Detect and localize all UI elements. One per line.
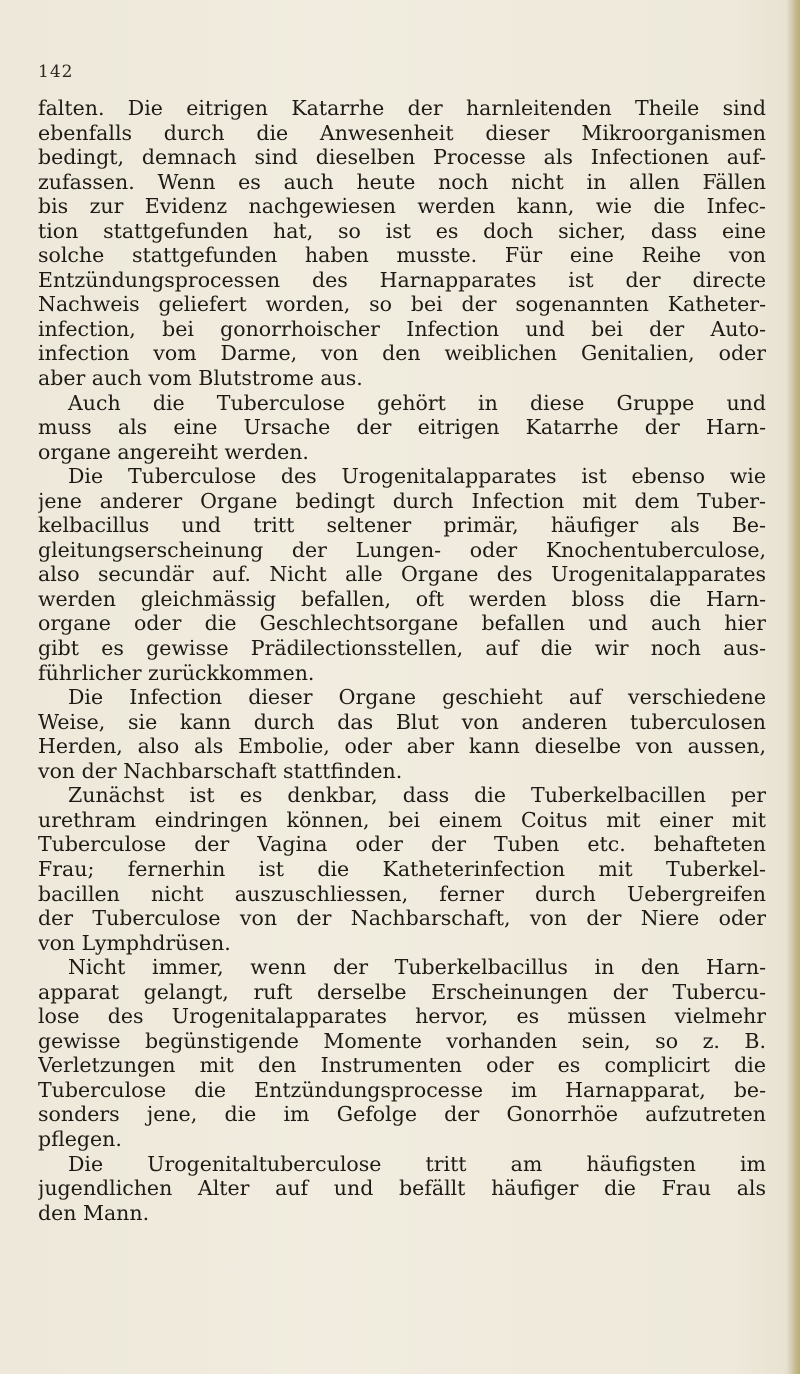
text-line: muss als eine Ursache der eitrigen Katarrhe der Harn-: [38, 415, 766, 440]
text-line: aber auch vom Blutstrome aus.: [38, 366, 363, 391]
text-line: Die Infection dieser Organe geschieht auf verschiedene: [68, 685, 766, 710]
text-line: Nachweis geliefert worden, so bei der sogenannten Katheter-: [38, 292, 766, 317]
text-line: Tuberculose der Vagina oder der Tuben etc. behafteten: [38, 832, 766, 857]
text-line: Frau; fernerhin ist die Katheterinfection mit Tuberkel-: [38, 856, 766, 881]
paragraph: [38, 464, 766, 685]
paragraph: [38, 96, 766, 391]
text-line: solche stattgefunden haben musste. Für eine Reihe von: [38, 243, 766, 268]
body-text: [38, 96, 766, 1225]
text-line: falten. Die eitrigen Katarrhe der harnleitenden Theile sind: [38, 96, 766, 120]
text-line: Zunächst ist es denkbar, dass die Tuberkelbacillen per: [68, 783, 766, 808]
text-line: Weise, sie kann durch das Blut von anderen tuberculosen: [38, 709, 766, 734]
text-line: den Mann.: [38, 1200, 150, 1225]
page-edge: [786, 0, 800, 1374]
paragraph: [38, 1152, 766, 1226]
text-line: von der Nachbarschaft stattfinden.: [38, 758, 403, 783]
text-line: jene anderer Organe bedingt durch Infection mit dem Tuber-: [38, 488, 766, 513]
text-line: gibt es gewisse Prädilectionsstellen, auf die wir noch aus-: [38, 636, 766, 661]
text-line: kelbacillus und tritt seltener primär, häufiger als Be-: [38, 513, 766, 538]
text-line: gleitungserscheinung der Lungen- oder Knochentuberculose,: [38, 537, 766, 562]
text-line: gewisse begünstigende Momente vorhanden sein, so z. B.: [38, 1028, 766, 1053]
page-number: 142: [38, 62, 74, 82]
text-line: bedingt, demnach sind dieselben Processe als Infectionen auf-: [38, 145, 766, 170]
text-line: führlicher zurückkommen.: [38, 660, 315, 685]
text-line: Die Urogenitaltuberculose tritt am häufigsten im: [68, 1151, 766, 1176]
text-line: Verletzungen mit den Instrumenten oder es complicirt die: [38, 1053, 766, 1078]
text-line: organe angereiht werden.: [38, 439, 309, 464]
text-line: Die Tuberculose des Urogenitalapparates ist ebenso wie: [68, 464, 766, 489]
paragraph: [38, 685, 766, 783]
text-line: zufassen. Wenn es auch heute noch nicht in allen Fällen: [38, 169, 766, 194]
text-line: sonders jene, die im Gefolge der Gonorrhöe aufzutreten: [38, 1102, 766, 1127]
paragraph: [38, 783, 766, 955]
text-line: lose des Urogenitalapparates hervor, es müssen vielmehr: [38, 1004, 766, 1029]
text-line: ebenfalls durch die Anwesenheit dieser Mikroorganismen: [38, 120, 766, 145]
text-line: werden gleichmässig befallen, oft werden bloss die Harn-: [38, 586, 766, 611]
text-line: organe oder die Geschlechtsorgane befallen und auch hier: [38, 611, 766, 636]
paragraph: [38, 955, 766, 1151]
text-line: bis zur Evidenz nachgewiesen werden kann, wie die Infec-: [38, 194, 766, 219]
text-line: infection vom Darme, von den weiblichen Genitalien, oder: [38, 341, 766, 366]
text-line: urethram eindringen können, bei einem Coitus mit einer mit: [38, 807, 766, 832]
text-line: Auch die Tuberculose gehört in diese Gruppe und: [68, 390, 766, 415]
text-line: Tuberculose die Entzündungsprocesse im Harnapparat, be-: [38, 1077, 766, 1102]
text-line: jugendlichen Alter auf und befällt häufiger die Frau als: [38, 1176, 766, 1201]
text-line: Nicht immer, wenn der Tuberkelbacillus in den Harn-: [68, 955, 766, 980]
text-line: bacillen nicht auszuschliessen, ferner durch Uebergreifen: [38, 881, 766, 906]
paragraph: [38, 391, 766, 465]
text-line: pflegen.: [38, 1126, 122, 1151]
text-line: also secundär auf. Nicht alle Organe des Urogenitalapparates: [38, 562, 766, 587]
text-line: Herden, also als Embolie, oder aber kann dieselbe von aussen,: [38, 734, 766, 759]
text-line: apparat gelangt, ruft derselbe Erscheinungen der Tubercu-: [38, 979, 766, 1004]
text-line: tion stattgefunden hat, so ist es doch sicher, dass eine: [38, 218, 766, 243]
text-line: der Tuberculose von der Nachbarschaft, von der Niere oder: [38, 906, 766, 931]
text-line: Entzündungsprocessen des Harnapparates ist der directe: [38, 267, 766, 292]
text-line: infection, bei gonorrhoischer Infection und bei der Auto-: [38, 316, 766, 341]
text-line: von Lymphdrüsen.: [38, 930, 231, 955]
